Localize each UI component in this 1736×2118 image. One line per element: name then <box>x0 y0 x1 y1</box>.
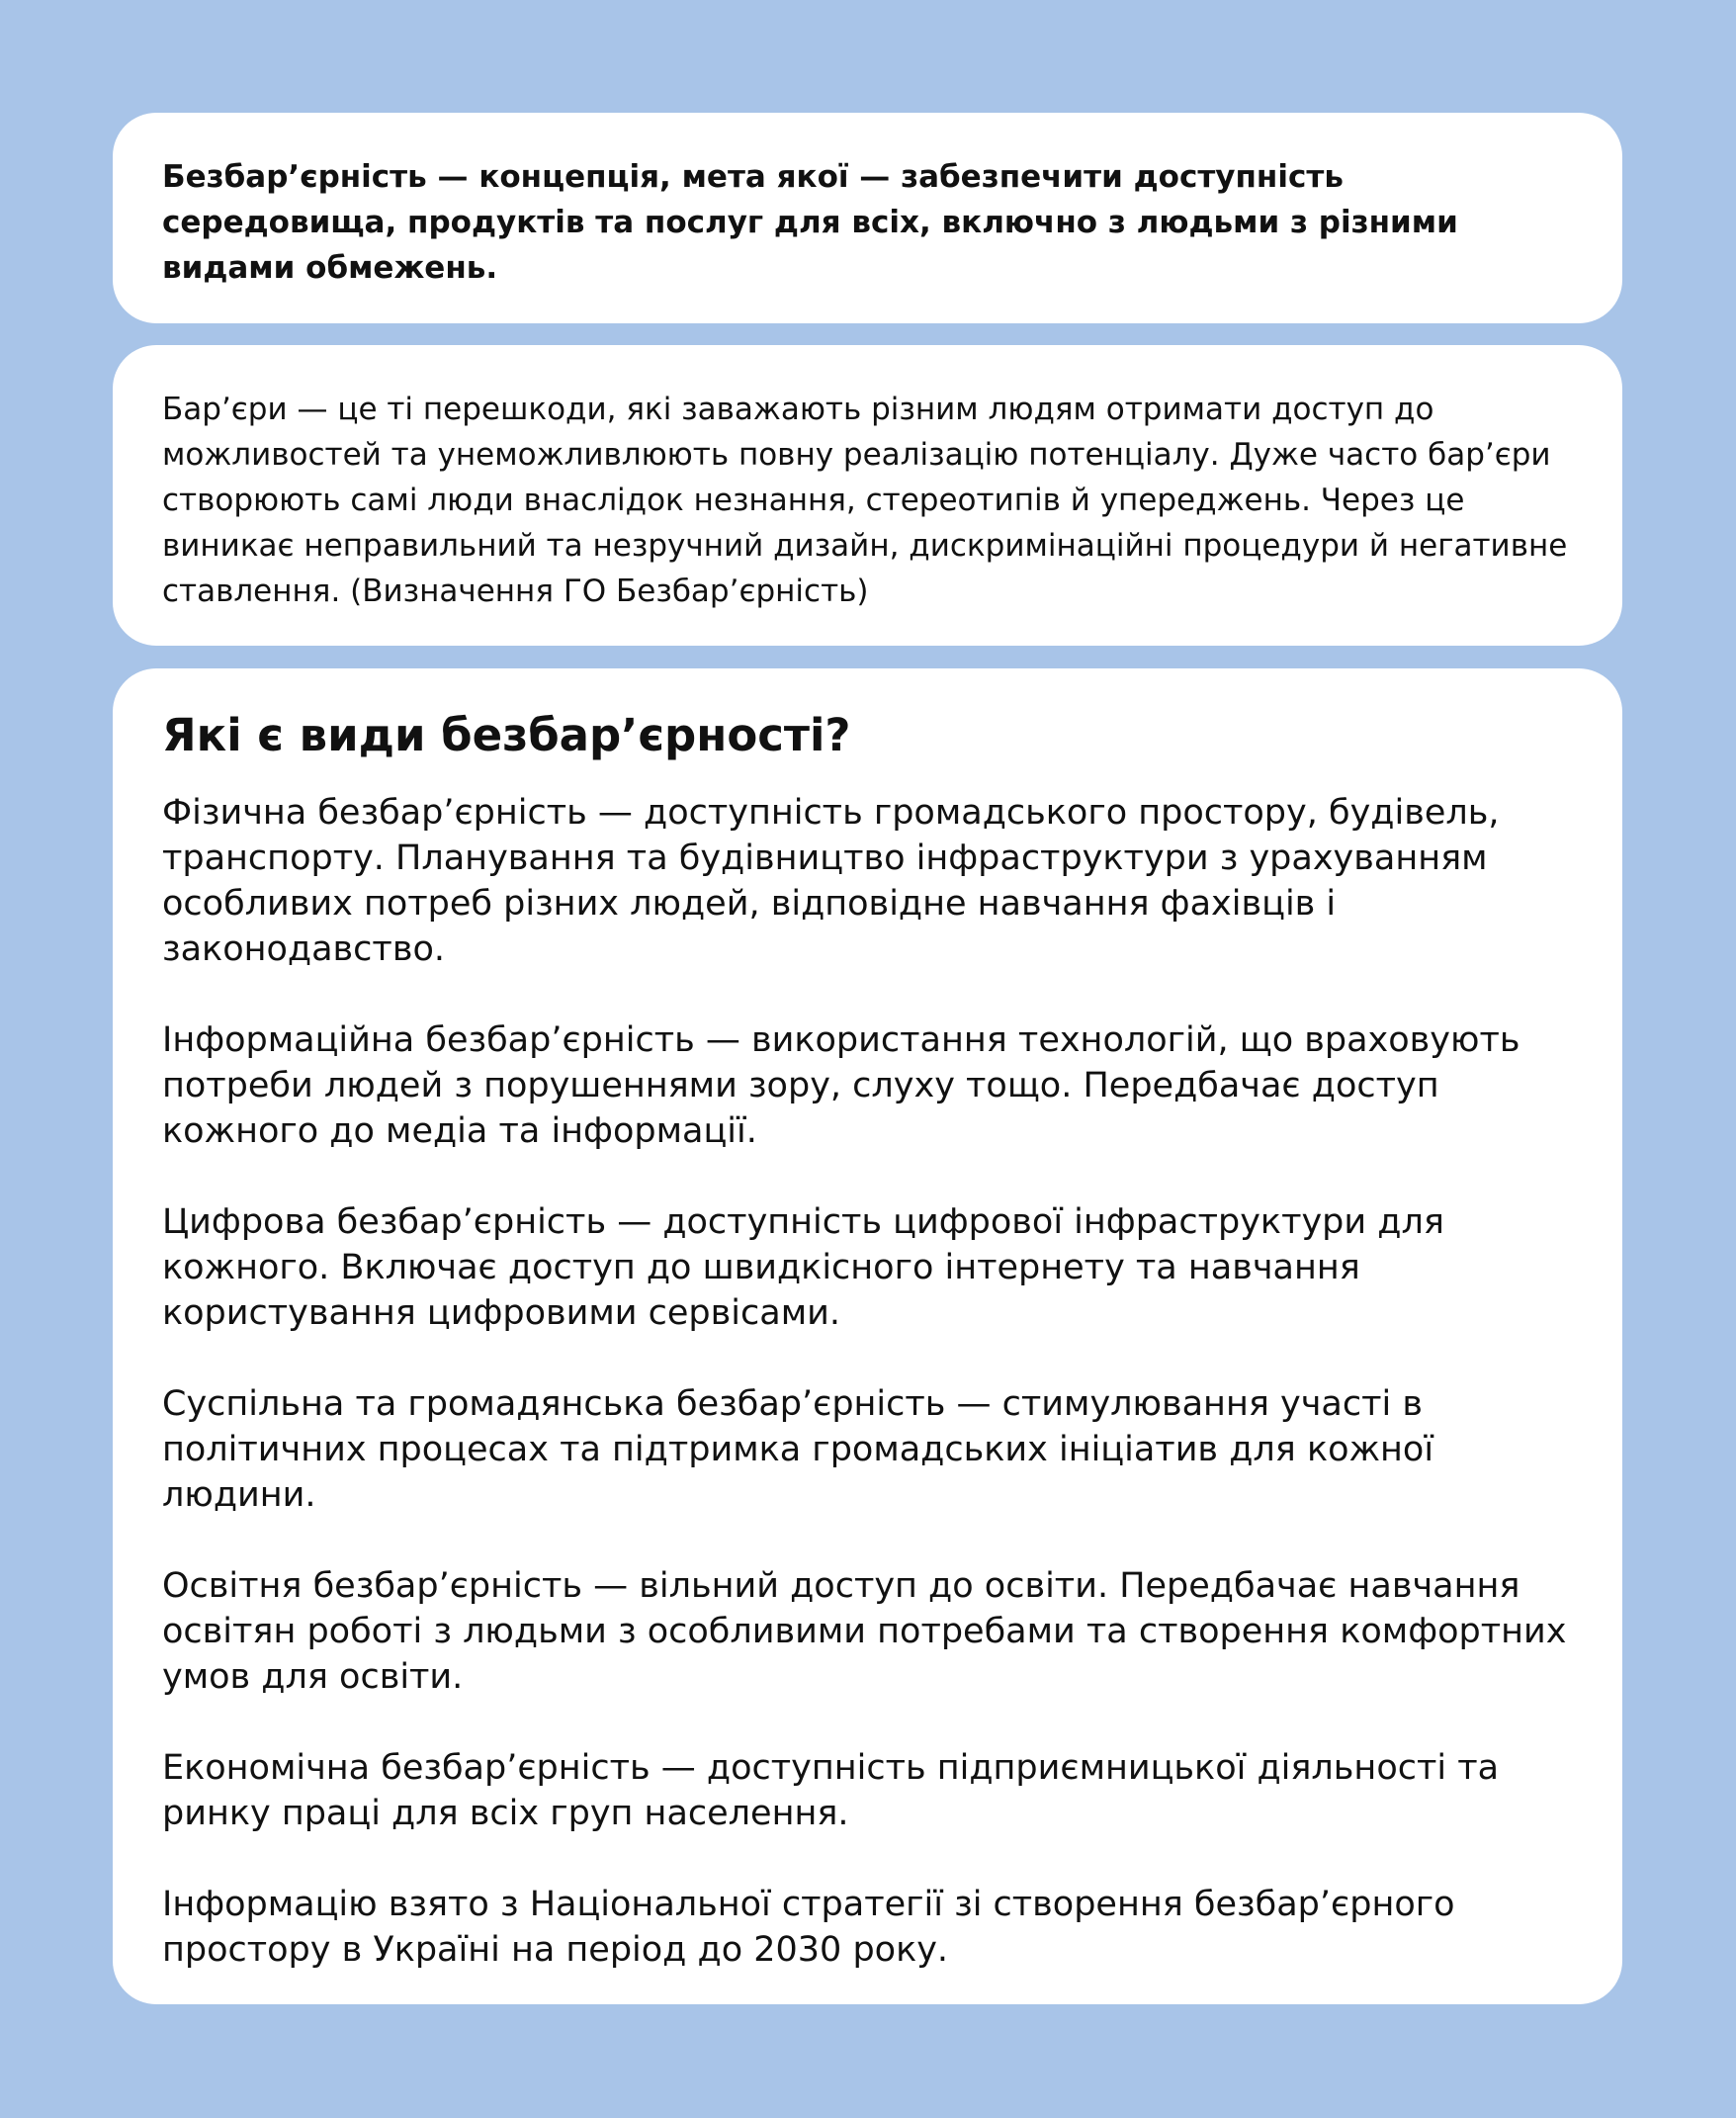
type-economic: Економічна безбар’єрність — доступність підприємницької діяльності та ринку праці для всіх груп населення. <box>162 1748 1500 1833</box>
type-social-civic: Суспільна та громадянська безбар’єрність — стимулювання участі в політичних процесах та підтримка громадських ініціатив для кожної людини. <box>162 1384 1434 1515</box>
barriers-text: Бар’єри — це ті перешкоди, які заважають різним людям отримати доступ до можливостей та унеможливлюють повну реалізацію потенціалу. Дуже часто бар’єри створюють самі люди внаслідок незнання, стереотипів й упереджень. Через це виникає неправильний та незручний дизайн, дискримінаційні процедури й негативне ставлення. (Визначення ГО Безбар’єрність) <box>162 392 1568 609</box>
type-physical: Фізична безбар’єрність — доступність громадського простору, будівель, транспорту. Планування та будівництво інфраструктури з урахуванням особливих потреб різних людей, відповідне навчання фахівців і законодавство. <box>162 793 1500 969</box>
source-note: Інформацію взято з Національної стратегії зі створення безбар’єрного простору в Україні на період до 2030 року. <box>162 1885 1455 1970</box>
type-informational: Інформаційна безбар’єрність — використання технологій, що враховують потреби людей з порушеннями зору, слуху тощо. Передбачає доступ кожного до медіа та інформації. <box>162 1020 1520 1151</box>
definition-card <box>113 113 1622 323</box>
definition-text: Безбар’єрність — концепція, мета якої — забезпечити доступність середовища, продуктів та послуг для всіх, включно з людьми з різними видами обмежень. <box>162 159 1458 286</box>
types-heading: Які є види безбар’єрності? <box>162 709 851 761</box>
type-educational: Освітня безбар’єрність — вільний доступ до освіти. Передбачає навчання освітян роботі з людьми з особливими потребами та створення комфортних умов для освіти. <box>162 1566 1567 1697</box>
barriers-card <box>113 345 1622 646</box>
types-card <box>113 668 1622 2004</box>
type-digital: Цифрова безбар’єрність — доступність цифрової інфраструктури для кожного. Включає доступ до швидкісного інтернету та навчання користування цифровими сервісами. <box>162 1202 1444 1333</box>
